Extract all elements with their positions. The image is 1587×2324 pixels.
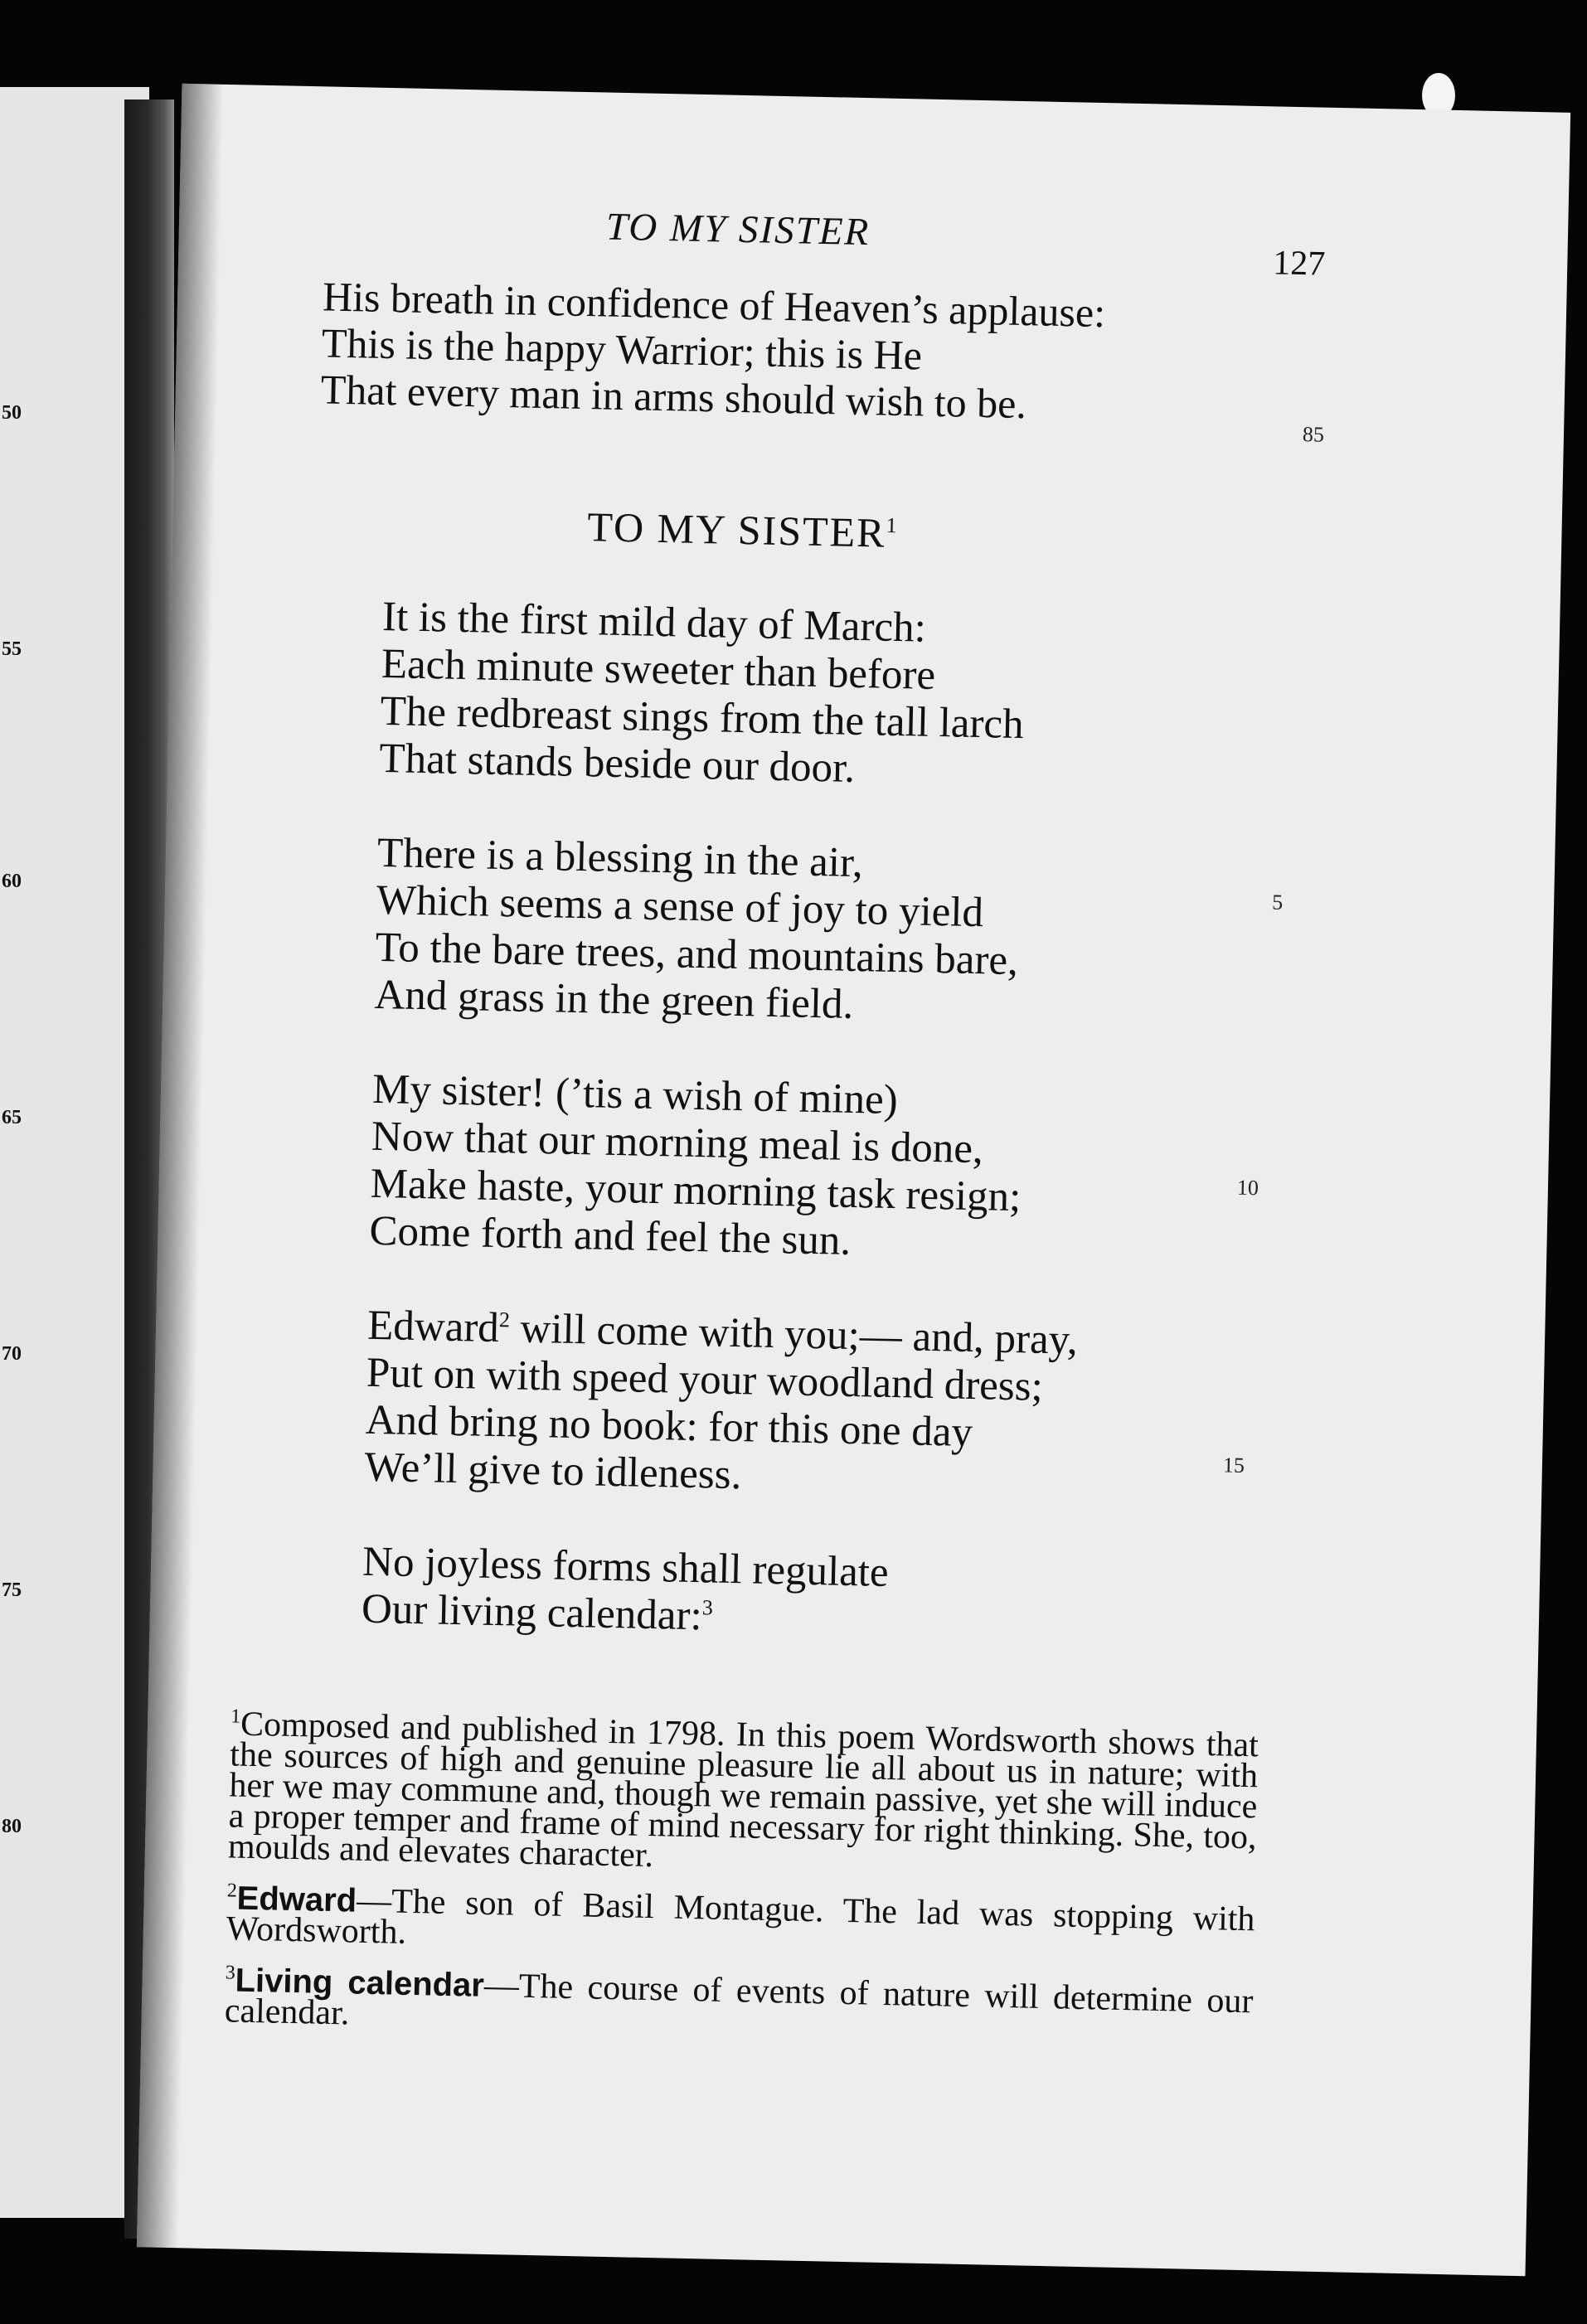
- verse-line: Now that our morning meal is done,: [371, 1113, 984, 1173]
- footnote-3: [224, 1958, 1253, 2048]
- left-line-number: 55: [2, 638, 22, 660]
- poem-body: [360, 594, 1093, 1696]
- stanza-2: [374, 830, 1088, 1034]
- footnote-text: —The course of events of nature will determine our calendar.: [224, 1966, 1254, 2033]
- poem-title-text: TO MY SISTER: [586, 503, 887, 556]
- previous-poem-ending: [320, 273, 1105, 429]
- verse-line: To the bare trees, and mountains bare,: [375, 924, 1019, 985]
- poem-title: [587, 502, 899, 557]
- left-line-number: 70: [2, 1343, 22, 1365]
- footnote-marker: 2: [498, 1308, 511, 1332]
- footnote-text: —The son of Basil Montague. The lad was stopping with Wordsworth.: [226, 1881, 1255, 1952]
- verse-line: His breath in confidence of Heaven’s applause:: [322, 273, 1106, 337]
- verse-line: My sister! (’tis a wish of mine): [371, 1065, 899, 1124]
- verse-line: And bring no book: for this one day: [365, 1396, 973, 1457]
- stanza-1: [379, 594, 1093, 798]
- footnotes: [224, 1701, 1259, 2061]
- verse-line: This is the happy Warrior; this is He: [321, 319, 923, 379]
- line-number-85: 85: [1302, 422, 1325, 447]
- stanza-5: [361, 1539, 1073, 1648]
- stanza-4: [364, 1303, 1078, 1506]
- left-line-number: 60: [2, 871, 22, 892]
- line-number-10: 10: [1236, 1175, 1259, 1201]
- verse-line: That stands beside our door.: [378, 735, 856, 792]
- verse-line: It is the first mild day of March:: [381, 593, 927, 652]
- page-number: 127: [1272, 244, 1326, 284]
- footnote-term: Edward: [236, 1880, 357, 1919]
- left-line-number: 80: [2, 1816, 22, 1837]
- left-line-number: 50: [2, 402, 22, 424]
- verse-line: We’ll give to idleness.: [364, 1443, 742, 1499]
- footnote-1: [228, 1701, 1259, 1884]
- footnote-marker: 1: [886, 512, 900, 538]
- running-title: TO MY SISTER: [605, 205, 871, 255]
- footnote-mark: 3: [225, 1962, 236, 1984]
- verse-line: Which seems a sense of joy to yield: [376, 876, 984, 937]
- verse-line-text: Our living calendar:: [361, 1585, 703, 1640]
- verse-line: There is a blessing in the air,: [376, 829, 864, 887]
- stanza-3: [369, 1066, 1083, 1270]
- verse-line: And grass in the green field.: [373, 971, 854, 1028]
- verse-line: That every man in arms should wish to be.: [320, 366, 1027, 428]
- verse-word-edward: Edward: [366, 1302, 500, 1352]
- line-number-15: 15: [1222, 1453, 1245, 1477]
- verse-line: Put on with speed your woodland dress;: [366, 1349, 1044, 1410]
- verse-line: Each minute sweeter than before: [381, 640, 936, 699]
- verse-line: No joyless forms shall regulate: [362, 1538, 890, 1596]
- left-line-number: 65: [2, 1107, 22, 1128]
- verse-line: Come forth and feel the sun.: [368, 1207, 852, 1264]
- verse-line: Make haste, your morning task resign;: [370, 1160, 1022, 1221]
- book-page: [137, 84, 1570, 2277]
- footnote-marker: 3: [701, 1595, 714, 1620]
- footnote-2: [226, 1875, 1255, 1966]
- footnote-term: Living calendar: [235, 1962, 485, 2004]
- footnote-text: Composed and published in 1798. In this poem Wordsworth shows that the sources of high and genuine pleasure lie all about us in nature; with her we may commune and, though we remain passive, yet she will induce a proper temper and frame of mind necessary for right thinking. She, too, moulds and elevates character.: [227, 1705, 1259, 1875]
- left-line-number: 75: [2, 1579, 22, 1601]
- footnote-mark: 1: [231, 1705, 241, 1728]
- verse-line-rest: will come with you;— and, pray,: [509, 1305, 1079, 1364]
- verse-line: The redbreast sings from the tall larch: [380, 687, 1025, 749]
- line-number-5: 5: [1271, 890, 1284, 915]
- footnote-mark: 2: [226, 1880, 238, 1902]
